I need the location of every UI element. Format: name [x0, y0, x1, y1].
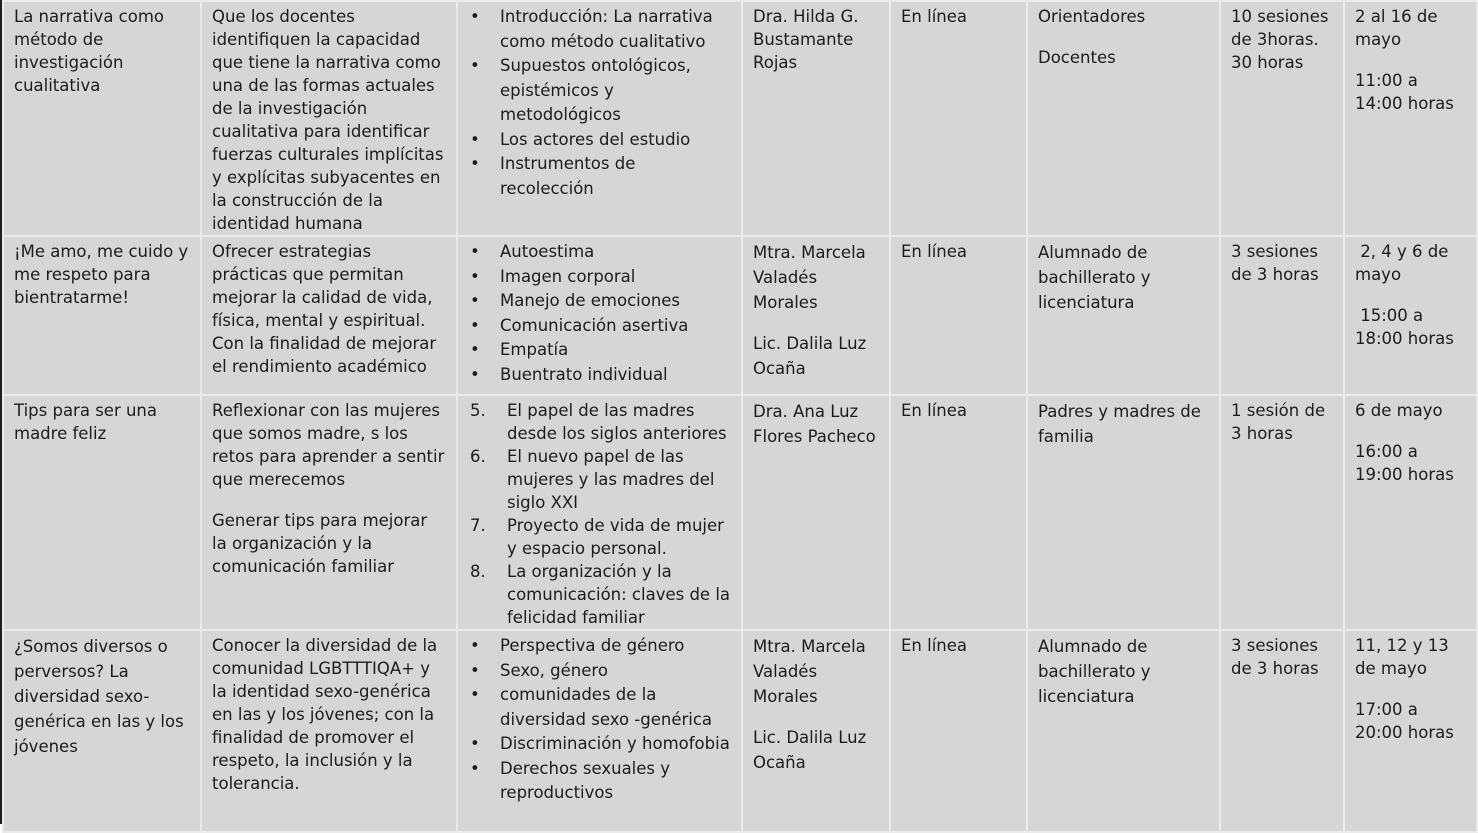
course-modality: En línea [890, 630, 1027, 832]
course-schedule [1344, 630, 1477, 832]
course-topics [457, 1, 742, 236]
audience-item: Alumnado de bachillerato y licenciatura [1038, 637, 1151, 706]
course-schedule [1344, 395, 1477, 630]
course-title: La narrativa como método de investigación cualitativa [3, 1, 201, 236]
course-objective: Que los docentes identifiquen la capacidad que tiene la narrativa como una de las formas actuales de la investigación cualitativa para identificar fuerzas culturales implícitas y explícitas subyacentes en la construcción de la identidad humana [201, 1, 457, 236]
audience-item: Orientadores [1038, 7, 1146, 26]
course-instructors [742, 236, 890, 395]
course-instructors [742, 395, 890, 630]
list-item: • Imagen corporal [468, 265, 731, 290]
course-table [2, 0, 1478, 833]
list-text: El nuevo papel de las mujeres y las madres del siglo XXI [507, 447, 715, 512]
list-number: 7. [470, 516, 486, 535]
list-item [468, 445, 731, 514]
course-objective: Ofrecer estrategias prácticas que permitan mejorar la calidad de vida, física, mental y espiritual. Con la finalidad de mejorar el rendimiento académico [201, 236, 457, 395]
audience-item: Docentes [1038, 48, 1116, 67]
course-duration [1220, 395, 1344, 630]
instructor-name: Dra. Ana Luz Flores Pacheco [753, 402, 876, 446]
course-title: ¡Me amo, me cuido y me respeto para bientratarme! [3, 236, 201, 395]
instructor-name: Mtra. Marcela Valadés Morales [753, 243, 866, 312]
course-topics [457, 236, 742, 395]
list-item [468, 514, 731, 560]
duration-sessions: 1 sesión de 3 horas [1231, 401, 1326, 443]
course-time: 15:00 a 18:00 horas [1355, 306, 1454, 348]
duration-sessions: 3 sesiones de 3 horas [1231, 242, 1319, 284]
list-item: • Derechos sexuales y reproductivos [468, 757, 731, 806]
list-item: • comunidades de la diversidad sexo -genérica [468, 683, 731, 732]
course-instructors [742, 630, 890, 832]
duration-sessions: 3 sesiones de 3 horas [1231, 636, 1319, 678]
course-modality: En línea [890, 236, 1027, 395]
list-number: 5. [470, 401, 486, 420]
course-dates: 2 al 16 de mayo [1355, 7, 1438, 49]
course-title: Tips para ser una madre feliz [3, 395, 201, 630]
course-audience [1027, 1, 1220, 236]
course-title: ¿Somos diversos o perversos? La diversidad sexo-genérica en las y los jóvenes [3, 630, 201, 832]
course-schedule [1344, 1, 1477, 236]
list-item [468, 560, 731, 629]
course-modality: En línea [890, 395, 1027, 630]
list-item: • Sexo, género [468, 659, 731, 684]
audience-item: Alumnado de bachillerato y licenciatura [1038, 243, 1151, 312]
list-number: 6. [470, 447, 486, 466]
list-item: • Introducción: La narrativa como método cualitativo [468, 5, 731, 54]
table-row [3, 395, 1477, 630]
list-number: 8. [470, 562, 486, 581]
course-topics [457, 395, 742, 630]
course-time: 17:00 a 20:00 horas [1355, 700, 1454, 742]
course-duration [1220, 236, 1344, 395]
list-item: • Manejo de emociones [468, 289, 731, 314]
list-item: • Supuestos ontológicos, epistémicos y metodológicos [468, 54, 731, 128]
course-audience [1027, 630, 1220, 832]
table-row [3, 630, 1477, 832]
course-duration [1220, 630, 1344, 832]
course-objective [201, 395, 457, 630]
course-instructors [742, 1, 890, 236]
objective-text: Reflexionar con las mujeres que somos madre, s los retos para aprender a sentir que merecemos [212, 401, 445, 489]
course-duration [1220, 1, 1344, 236]
list-item: • Instrumentos de recolección [468, 152, 731, 201]
course-dates: 11, 12 y 13 de mayo [1355, 636, 1449, 678]
instructor-name: Lic. Dalila Luz Ocaña [753, 334, 867, 378]
list-item: • Perspectiva de género [468, 634, 731, 659]
list-text: El papel de las madres desde los siglos anteriores [507, 401, 727, 443]
instructor-name: Mtra. Marcela Valadés Morales [753, 637, 866, 706]
course-objective: Conocer la diversidad de la comunidad LGBTTTIQA+ y la identidad sexo-genérica en las y los jóvenes; con la finalidad de promover el respeto, la inclusión y la tolerancia. [201, 630, 457, 832]
duration-sessions: 10 sesiones de 3horas. [1231, 7, 1329, 49]
list-text: Proyecto de vida de mujer y espacio personal. [507, 516, 724, 558]
duration-hours: 30 horas [1231, 53, 1304, 72]
course-dates: 2, 4 y 6 de mayo [1355, 242, 1454, 284]
instructor-name: Lic. Dalila Luz Ocaña [753, 728, 867, 772]
list-item: • Buentrato individual [468, 363, 731, 388]
list-item: • Autoestima [468, 240, 731, 265]
table-row [3, 236, 1477, 395]
instructor-name: Dra. Hilda G. Bustamante Rojas [753, 7, 859, 72]
list-item: • Comunicación asertiva [468, 314, 731, 339]
course-schedule [1344, 236, 1477, 395]
list-item: • Discriminación y homofobia [468, 732, 731, 757]
course-audience [1027, 395, 1220, 630]
list-text: La organización y la comunicación: claves de la felicidad familiar [507, 562, 731, 627]
objective-text: Generar tips para mejorar la organización y la comunicación familiar [212, 511, 428, 576]
course-dates: 6 de mayo [1355, 401, 1443, 420]
list-item [468, 399, 731, 445]
table-row [3, 1, 1477, 236]
course-time: 11:00 a 14:00 horas [1355, 71, 1454, 113]
audience-item: Padres y madres de familia [1038, 402, 1201, 446]
list-item: • Los actores del estudio [468, 128, 731, 153]
course-audience [1027, 236, 1220, 395]
course-time: 16:00 a 19:00 horas [1355, 442, 1454, 484]
list-item: • Empatía [468, 338, 731, 363]
course-topics [457, 630, 742, 832]
course-modality: En línea [890, 1, 1027, 236]
